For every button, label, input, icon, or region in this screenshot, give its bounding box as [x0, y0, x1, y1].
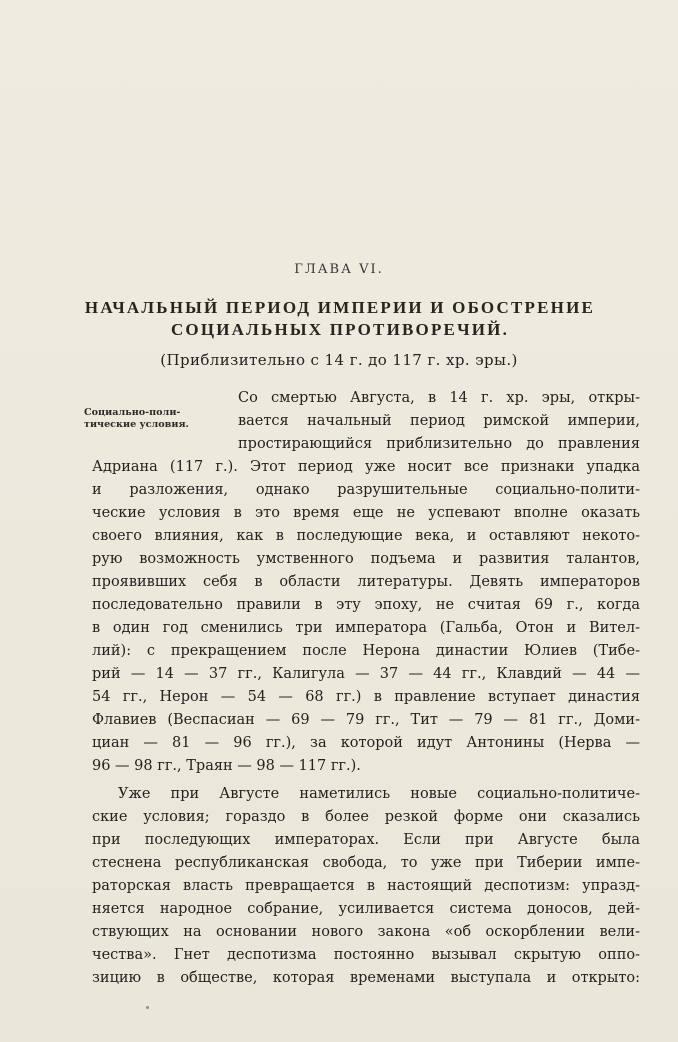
text-line: Адриана (117 г.). Этот период уже носит все признаки упадка — [92, 459, 640, 475]
margin-note-line: Социально-поли- — [84, 407, 181, 418]
chapter-title — [60, 297, 620, 341]
text-line: циан — 81 — 96 гг.), за которой идут Антонины (Нерва — — [92, 735, 640, 751]
title-line: СОЦИАЛЬНЫХ ПРОТИВОРЕЧИЙ. — [170, 320, 510, 339]
text-line: при последующих императорах. Если при Августе была — [92, 832, 640, 848]
title-line: НАЧАЛЬНЫЙ ПЕРИОД ИМПЕРИИ И ОБОСТРЕНИЕ — [84, 298, 596, 317]
text-line: рую возможность умственного подъема и развития талантов, — [92, 551, 640, 567]
text-line: рий — 14 — 37 гг., Калигула — 37 — 44 гг., Клавдий — 44 — — [92, 666, 640, 682]
text-line: стеснена республиканская свобода, то уже при Тиберии импе- — [92, 855, 640, 871]
chapter-heading: ГЛАВА VI. — [294, 262, 384, 277]
text-line: и разложения, однако разрушительные социально-полити- — [92, 482, 640, 498]
text-line: лий): с прекращением после Нерона династии Юлиев (Тибе- — [92, 643, 640, 659]
text-line: чества». Гнет деспотизма постоянно вызывал скрытую оппо- — [92, 947, 640, 963]
text-line: ческие условия в это время еще не успевают вполне оказать — [92, 505, 640, 521]
text-line: Уже при Августе наметились новые социально-политиче- — [118, 786, 640, 802]
text-line: ствующих на основании нового закона «об оскорблении вели- — [92, 924, 640, 940]
text-line: раторская власть превращается в настоящий деспотизм: упразд- — [92, 878, 640, 894]
text-line: проявивших себя в области литературы. Девять императоров — [92, 574, 640, 590]
text-line: 54 гг., Нерон — 54 — 68 гг.) в правление вступает династия — [92, 689, 640, 705]
margin-note-line: тические условия. — [84, 419, 189, 430]
text-line: Со смертью Августа, в 14 г. хр. эры, откры- — [238, 390, 640, 406]
margin-note — [84, 407, 234, 431]
text-line: Флавиев (Веспасиан — 69 — 79 гг., Тит — 79 — 81 гг., Доми- — [92, 712, 640, 728]
text-line: зицию в обществе, которая временами выступала и открыто: — [92, 970, 640, 986]
text-line: своего влияния, как в последующие века, и оставляют некото- — [92, 528, 640, 544]
text-line: ские условия; гораздо в более резкой форме они сказались — [92, 809, 640, 825]
text-line: 96 — 98 гг., Траян — 98 — 117 гг.). — [92, 758, 361, 774]
period-subtitle: (Приблизительно с 14 г. до 117 г. хр. эры.) — [160, 351, 518, 369]
text-line: последовательно правили в эту эпоху, не считая 69 г., когда — [92, 597, 640, 613]
text-line: простирающийся приблизительно до правления — [238, 436, 640, 452]
text-line: в один год сменились три императора (Гальба, Отон и Вител- — [92, 620, 640, 636]
text-line: вается начальный период римской империи, — [238, 413, 640, 429]
ink-speck — [146, 1006, 149, 1009]
text-line: няется народное собрание, усиливается система доносов, дей- — [92, 901, 640, 917]
